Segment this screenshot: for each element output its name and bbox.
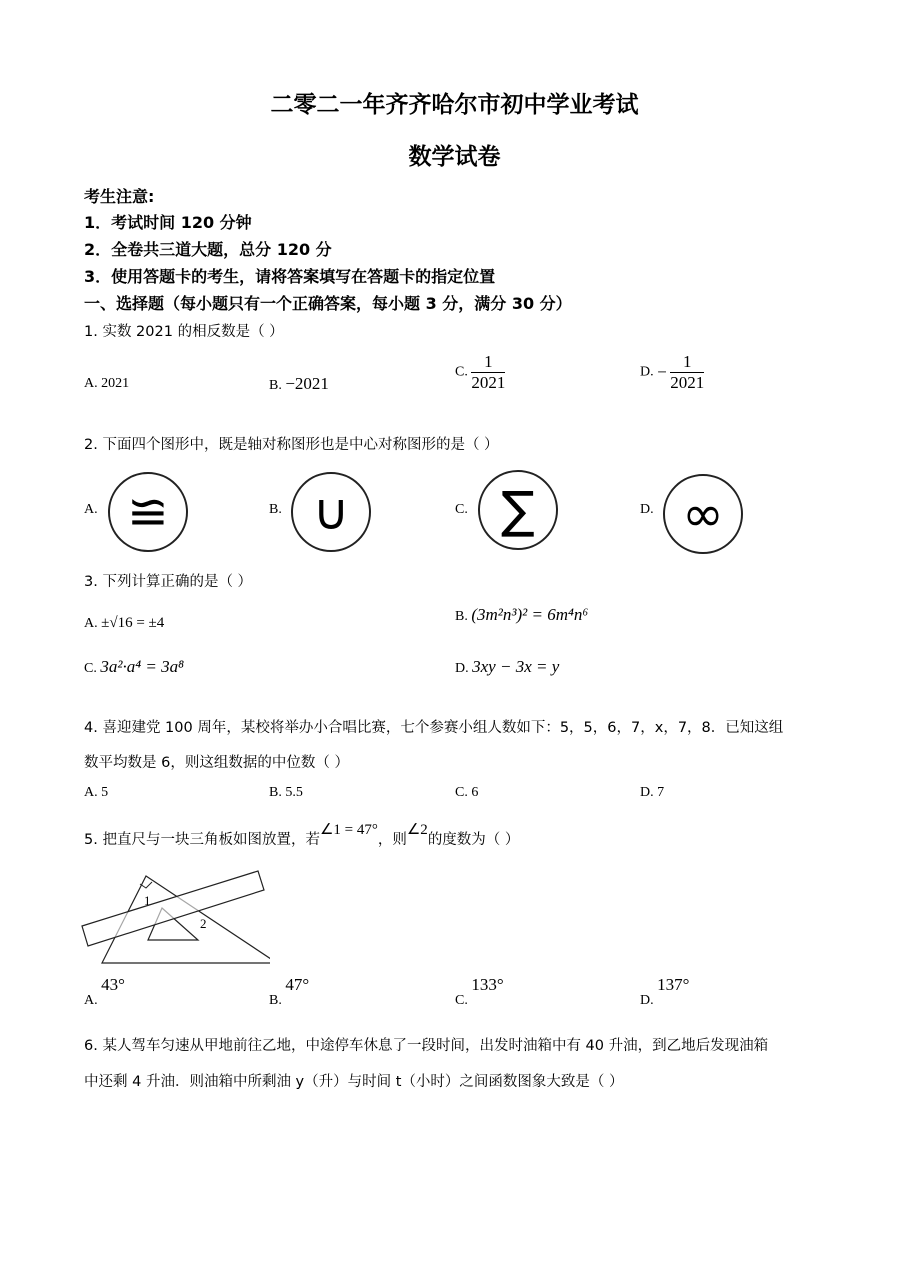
page-subtitle: 数学试卷 (408, 144, 501, 170)
question-6-stem-line2: 中还剩 4 升油．则油箱中所剩油 y（升）与时间 t（小时）之间函数图象大致是（ ） (84, 1074, 624, 1090)
option-value: −2021 (285, 374, 329, 393)
union-symbol-icon: ∪ (312, 483, 350, 541)
q3-option-b (455, 605, 588, 625)
option-label: B. (269, 378, 282, 393)
q4-option-d: D. 7 (640, 785, 665, 800)
stem-text: 的度数为（ ） (427, 832, 520, 848)
q4-option-a: A. 5 (84, 785, 109, 800)
option-label: C. (455, 364, 468, 380)
fraction: $\frac{1}{2021}$ (670, 352, 705, 392)
q5-option-b (269, 975, 310, 1008)
q2-option-a-label: A. (84, 502, 98, 517)
option-value: 43° (101, 975, 125, 994)
option-value: 137° (657, 975, 690, 994)
option-expression: 3xy − 3x = y (472, 657, 560, 676)
q2-figure-a (108, 472, 188, 552)
q3-option-d (455, 657, 559, 677)
notice-item-1: 1．考试时间 120 分钟 (84, 213, 252, 232)
q1-option-b (269, 374, 329, 394)
notice-item-3: 3．使用答题卡的考生，请将答案填写在答题卡的指定位置 (84, 267, 496, 286)
question-4-stem-line2: 数平均数是 6，则这组数据的中位数（ ） (84, 755, 349, 771)
q5-option-c (455, 975, 504, 1008)
q4-option-c: C. 6 (455, 785, 479, 800)
option-label: A. (84, 616, 98, 631)
option-expression: 3a²·a⁴ = 3a⁸ (100, 657, 184, 676)
congruent-symbol-icon: ≌ (127, 483, 169, 541)
question-4-stem-line1: 4. 喜迎建党 100 周年，某校将举办小合唱比赛，七个参赛小组人数如下：5，5，6，7，x，7，8．已知这组 (84, 720, 784, 736)
angle-label-1: 1 (144, 893, 151, 908)
sigma-symbol-icon: ∑ (501, 481, 535, 539)
page-title: 二零二一年齐齐哈尔市初中学业考试 (270, 92, 639, 118)
question-2-stem: 2. 下面四个图形中，既是轴对称图形也是中心对称图形的是（ ） (84, 437, 499, 453)
question-6-stem-line1: 6. 某人驾车匀速从甲地前往乙地，中途停车休息了一段时间，出发时油箱中有 40 升油，到乙地后发现油箱 (84, 1038, 769, 1054)
option-label: B. (269, 993, 282, 1008)
option-value: 2021 (101, 376, 130, 391)
q1-option-a (84, 376, 129, 392)
section-heading: 一、选择题（每小题只有一个正确答案，每小题 3 分，满分 30 分） (84, 294, 572, 313)
option-label: D. (640, 364, 654, 380)
option-label: A. (84, 376, 98, 391)
fraction: $\frac{1}{2021}$ (471, 352, 506, 392)
angle-2-symbol: ∠2 (406, 822, 428, 838)
q2-option-c-label: C. (455, 502, 468, 517)
option-label: C. (84, 661, 97, 676)
q5-option-a (84, 975, 125, 1008)
angle-1-value: ∠1 = 47° (319, 822, 378, 838)
option-label: D. (640, 993, 654, 1008)
option-label: B. (455, 609, 468, 624)
angle-label-2: 2 (200, 916, 207, 931)
option-value: 133° (471, 975, 504, 994)
stem-text: 5. 把直尺与一块三角板如图放置，若 (84, 832, 320, 848)
option-label: D. (455, 661, 469, 676)
right-angle-mark (140, 882, 152, 888)
option-label: C. (455, 993, 468, 1008)
q5-option-d (640, 975, 690, 1008)
q4-option-b: B. 5.5 (269, 785, 303, 800)
option-value: 47° (285, 975, 310, 994)
q3-option-c (84, 657, 184, 677)
q2-figure-b (291, 472, 371, 552)
q2-figure-d (663, 474, 743, 554)
question-1-stem: 1. 实数 2021 的相反数是（ ） (84, 324, 284, 340)
notice-heading: 考生注意: (84, 187, 155, 206)
notice-item-2: 2．全卷共三道大题，总分 120 分 (84, 240, 332, 259)
option-expression: ±√16 = ±4 (101, 615, 165, 631)
q3-option-a (84, 615, 164, 632)
minus-sign: − (657, 362, 667, 382)
q2-option-b-label: B. (269, 502, 282, 517)
question-5-stem (84, 822, 520, 849)
option-expression: (3m²n³)² = 6m⁴n⁶ (471, 605, 589, 624)
q2-figure-c (478, 470, 558, 550)
q1-option-c (455, 352, 505, 393)
option-label: A. (84, 993, 98, 1008)
ruler-triangle-figure (80, 868, 270, 968)
q2-option-d-label: D. (640, 502, 654, 517)
infinity-symbol-icon: ∞ (682, 485, 724, 543)
stem-text: ，则 (377, 832, 407, 848)
ruler (82, 871, 264, 946)
question-3-stem: 3. 下列计算正确的是（ ） (84, 574, 253, 590)
q1-option-d (640, 352, 704, 393)
